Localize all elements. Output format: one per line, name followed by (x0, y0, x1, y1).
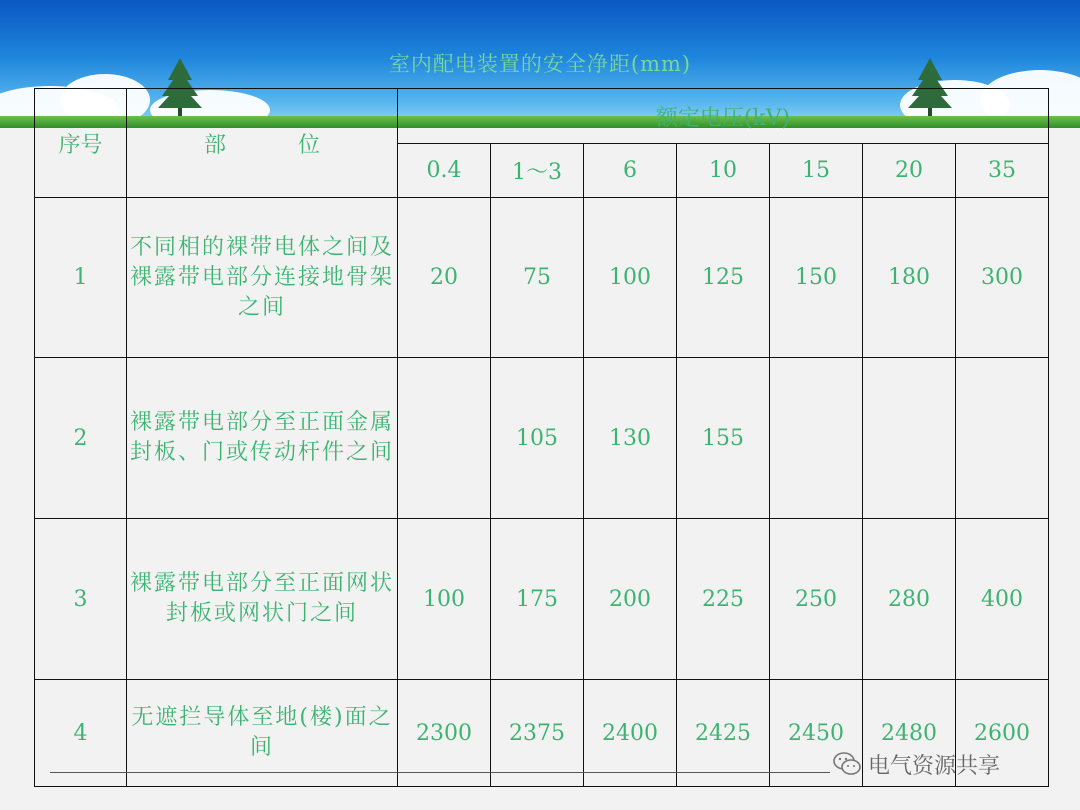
voltage-cell: 10 (677, 144, 770, 198)
header-row (35, 89, 1049, 144)
value-cell: 2600 (956, 680, 1049, 787)
table-row (35, 358, 1049, 519)
value-cell: 155 (677, 358, 770, 519)
part-cell: 裸露带电部分至正面网状封板或网状门之间 (127, 519, 398, 680)
footer-divider (50, 772, 830, 773)
value-cell: 400 (956, 519, 1049, 680)
watermark-text: 电气资源共享 (868, 753, 1001, 779)
value-cell: 100 (584, 198, 677, 358)
value-cell (956, 358, 1049, 519)
seq-cell: 1 (35, 198, 127, 358)
value-cell: 75 (491, 198, 584, 358)
value-cell: 125 (677, 198, 770, 358)
voltage-cell: 20 (863, 144, 956, 198)
voltage-cell: 6 (584, 144, 677, 198)
value-cell: 2450 (770, 680, 863, 787)
page-title: 室内配电装置的安全净距(mm) (388, 52, 692, 76)
watermark (832, 748, 1000, 780)
voltage-cell: 1～3 (491, 144, 584, 198)
wechat-icon (832, 751, 862, 777)
value-cell: 2375 (491, 680, 584, 787)
table-row (35, 198, 1049, 358)
value-cell (863, 358, 956, 519)
value-cell: 250 (770, 519, 863, 680)
voltage-cell: 0.4 (398, 144, 491, 198)
part-cell: 不同相的裸带电体之间及裸露带电部分连接地骨架之间 (127, 198, 398, 358)
value-cell: 100 (398, 519, 491, 680)
value-cell (398, 358, 491, 519)
value-cell: 200 (584, 519, 677, 680)
table-row (35, 519, 1049, 680)
value-cell (770, 358, 863, 519)
voltage-cell: 35 (956, 144, 1049, 198)
value-cell: 180 (863, 198, 956, 358)
value-cell: 2425 (677, 680, 770, 787)
voltage-cell: 15 (770, 144, 863, 198)
seq-header: 序号 (35, 89, 127, 198)
part-header-a: 部 (203, 132, 226, 158)
part-cell: 裸露带电部分至正面金属封板、门或传动杆件之间 (127, 358, 398, 519)
value-cell: 20 (398, 198, 491, 358)
part-header-b: 位 (298, 132, 321, 158)
value-cell: 300 (956, 198, 1049, 358)
value-cell: 2400 (584, 680, 677, 787)
value-cell: 175 (491, 519, 584, 680)
value-cell: 2480 (863, 680, 956, 787)
value-cell: 2300 (398, 680, 491, 787)
value-cell: 130 (584, 358, 677, 519)
value-cell: 150 (770, 198, 863, 358)
value-cell: 280 (863, 519, 956, 680)
voltage-header: 额定电压(kV) (398, 89, 1049, 144)
part-header (127, 89, 398, 198)
seq-cell: 3 (35, 519, 127, 680)
seq-cell: 2 (35, 358, 127, 519)
part-cell: 无遮拦导体至地(楼)面之间 (127, 680, 398, 787)
value-cell: 105 (491, 358, 584, 519)
seq-cell: 4 (35, 680, 127, 787)
value-cell: 225 (677, 519, 770, 680)
safety-clearance-table (34, 88, 1049, 787)
